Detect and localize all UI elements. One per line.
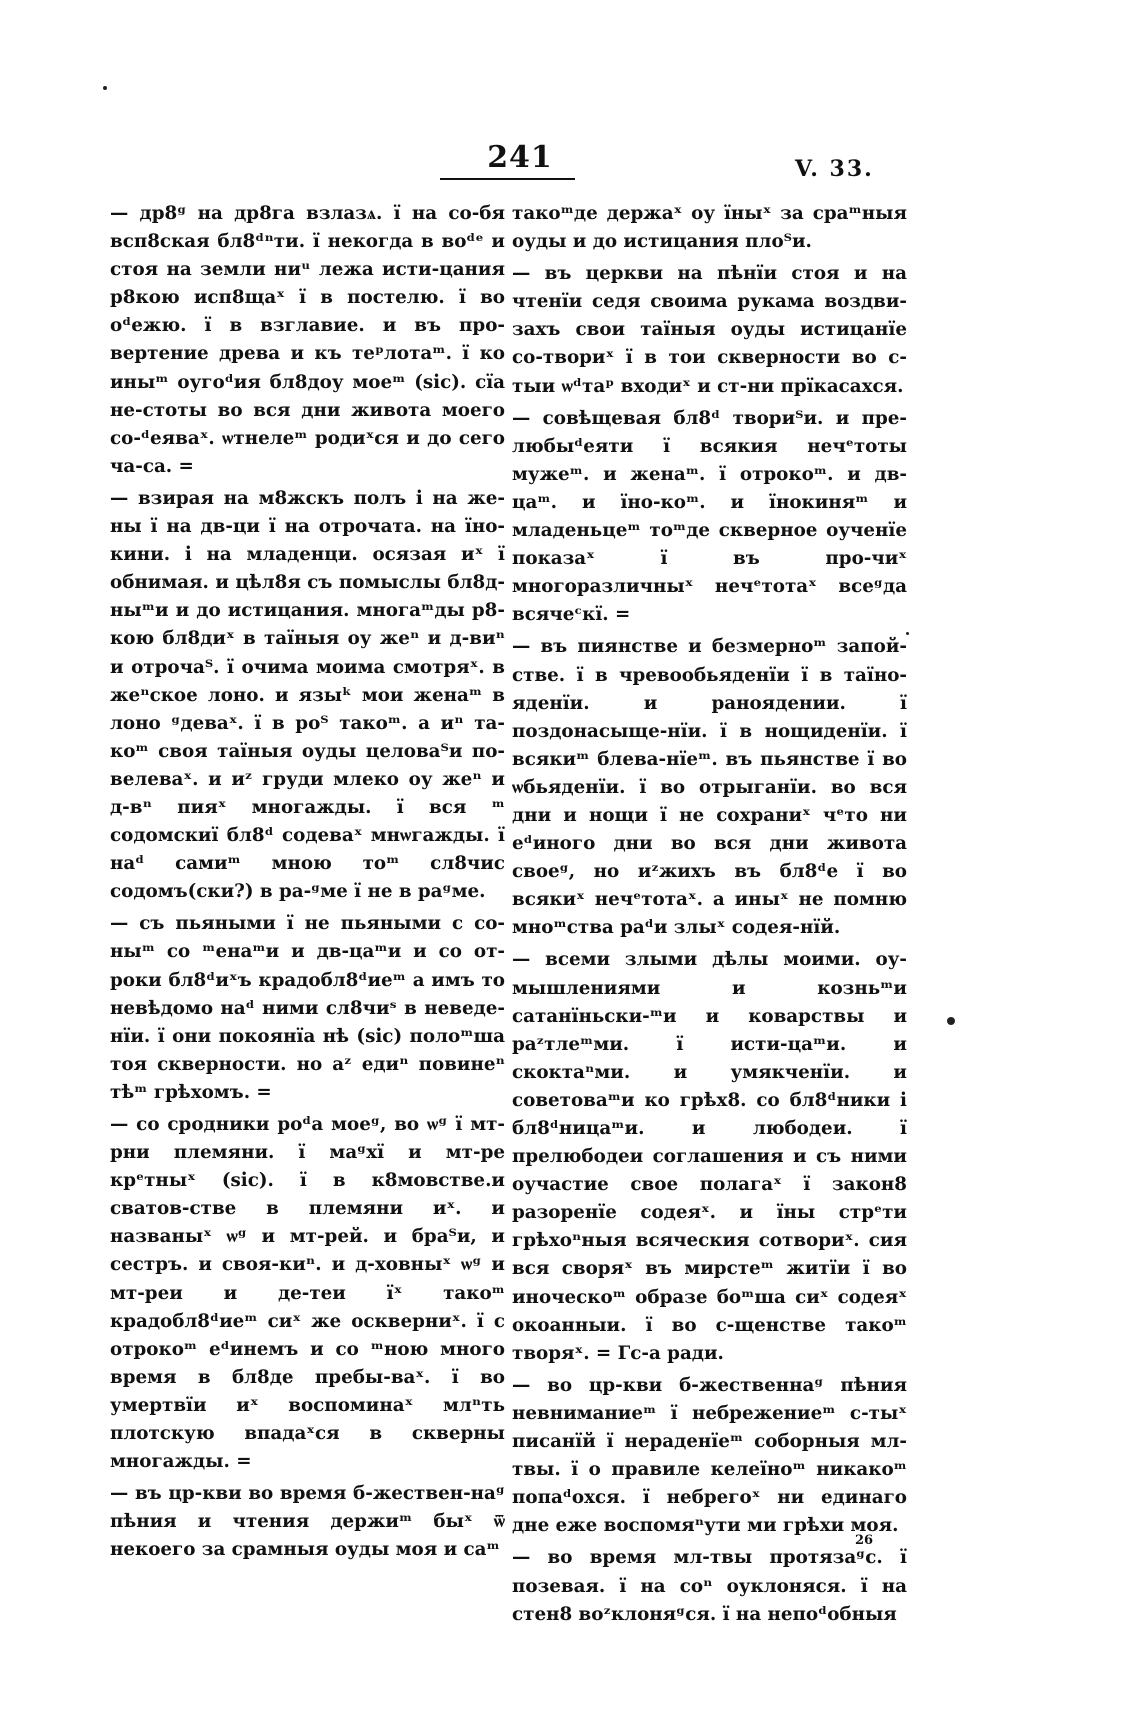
ink-speck <box>947 1017 955 1025</box>
ink-speck <box>103 86 107 90</box>
page-number: 241 <box>487 140 553 175</box>
paragraph: такоᵐде держаˣ оу їныˣ за сраᵐныя оуды и до истицания плоᵀи. <box>512 203 907 253</box>
section-number: V. 33. <box>795 156 874 182</box>
paragraph: — во цр-кви б-жественнаᵍ пѣния невниманиеᵐ ї небрежениеᵐ с-тыˣ писанїй ї нераденїеᵐ соборныя мл-твы. ї о правиле келеїноᵐ никакоᵐ попаᵈохся. ї небрегоˣ ни единаго дне еже воспомяⁿути ми грѣхи моя. <box>512 1374 907 1537</box>
left-column <box>110 200 505 1569</box>
paragraph: — въ церкви на пѣнїи стоя и на чтенїи седя своима рукама воздви-захъ свои таїныя оуды истицанїе со-твориˣ ї в тои скверности во с-тыи ѡᵈтаᵖ входиˣ и ст-ни прїкасахся. <box>512 263 907 397</box>
paragraph: — въ пиянстве и безмерноᵐ запой-стве. ї в чревообьяденїи ї в таїно-яденїи. и раноядении. ї поздонасыще-нїи. ї в нощиденїи. ї всякиᵐ блева-нїеᵐ. въ пьянстве ї во ѡбьяденїи. ї во отрыганїи. во вся дни и нощи ї не сохраниˣ чᵉто ни еᵈиного дни во вся дни живота своеᵍ, но иᶻжихъ въ бл8ᵈе ї во всякиˣ нечᵉтотаˣ. а иныˣ не помню мноᵐства раᵈи злыˣ содея-нїй. <box>512 636 907 939</box>
signature-mark: 26 <box>855 1533 874 1548</box>
right-column <box>512 200 907 1633</box>
paragraph: — во время мл-твы протязаᵍс. ї позевая. ї на соⁿ оуклоняся. ї на стен8 воᶻклоняᵍся. ї на непоᵈобныя <box>512 1547 907 1625</box>
paragraph: — др8ᵍ на др8га взлазѧ. ї на со-бя всп8ская бл8ᵈⁿти. ї некогда в вoᵈᵉ и стоя на земли ниᵘ лежа исти-цания р8кою исп8щаˣ ї в постелю. ї во оᵈежю. ї в взглавие. и въ про-вертение древа и къ теᵖлотаᵐ. ї ко иныᵐ оугоᵈия бл8доу моеᵐ (sic). сїа не-стоты во вся дни живота моего со-ᵈеяваˣ. ѡтнелеᵐ родиˣся и до сего ча-са. = <box>110 203 505 477</box>
paragraph: — всеми злыми дѣлы моими. оу-мышлениями и козньᵐи сатанїньски-ᵐи и коварствы и раᶻтлеᵐми. ї исти-цаᵐи. и скоктаⁿми. и умякченїи. и советоваᵐи ко грѣх8. со бл8ᵈники і бл8ᵈницаᵐи. и любодеи. ї прелюбодеи соглашения и съ ними оучастие свое полагаˣ ї закон8 разоренїе содеяˣ. и їны стрᵉти грѣхоⁿныя всяческия сотвориˣ. сия вся своряˣ въ мирстеᵐ житїи ї во иноческоᵐ образе боᵐша сиˣ содеяˣ окоанныи. ї во с-щенстве такоᵐ творяˣ. = Гс-а ради. <box>512 949 907 1364</box>
paragraph: — съ пьяными ї не пьяными с со-ныᵐ со ᵐенаᵐи и дв-цаᵐи и со от-роки бл8ᵈиˣъ крадобл8ᵈиеᵐ а имъ то невѣдомо наᵈ ними сл8чиˢ в неведе-нїи. ї они покоянїа нѣ (sic) полоᵐша тоя скверности. но аᶻ едиⁿ повинеⁿ тѣᵐ грѣхомъ. = <box>110 913 505 1103</box>
paragraph: — взирая на м8жскъ полъ і на же-ны ї на дв-ци ї на отрочата. на їно-кини. і на младенци. осязая иˣ ї обнимая. и цѣл8я съ помыслы бл8д-ныᵐи и до истицания. многаᵐды р8-кою бл8диˣ в таїныя оу жеⁿ и д-виⁿ и отрочаᵀ. ї очима моима смотряˣ. в жеⁿское лоно. и языᵏ мои женаᵐ в лоно ᵍдеваˣ. ї в роᵀ такоᵐ. а иⁿ та-коᵐ своя таїныя оуды целоваᵀи по-велеваˣ. и иᶻ груди млеко оу жеⁿ и д-вⁿ пияˣ многажды. ї вся ᵐ содомскиї бл8ᵈ содеваˣ мнѡгажды. ї наᵈ самиᵐ мною тоᵐ сл8чис содомъ(ски?) в ра-ᵍме ї не в раᵍме. <box>110 487 505 903</box>
paragraph: — совѣщевая бл8ᵈ твориᵀи. и пре-любыᵈеяти ї всякия нечᵉтоты мужеᵐ. и женаᵐ. ї отрокоᵐ. и дв-цаᵐ. и їно-коᵐ. и їнокиняᵐ и младеньцеᵐ тоᵐде скверное оученїе показаˣ ї въ про-чиˣ многоразличныˣ нечᵉтотаˣ всеᵍда всячеᶜкї. = <box>512 407 907 626</box>
paragraph: — въ цр-кви во время б-жествен-наᵍ пѣния и чтения держиᵐ быˣ ѿ некоего за срамныя оуды моя и саᵐ <box>110 1483 505 1561</box>
header-rule <box>440 178 575 180</box>
paragraph: — со сродники роᵈа моеᵍ, во ѡᵍ ї мт-рни племяни. ї маᵍхї и мт-ре крᵉтныˣ (sic). ї в к8мовстве.и сватов-стве в племяни иˣ. и названыˣ ѡᵍ и мт-рей. и браᵀи, и сестръ. и своя-киⁿ. и д-ховныˣ ѡᵍ и мт-реи и де-теи їˣ такоᵐ крадобл8ᵈиеᵐ сиˣ же оскверниˣ. ї с отрокоᵐ еᵈинемъ и со ᵐною много время в бл8де пребы-ваˣ. ї во умертвїи иˣ воспоминаˣ млⁿть плотскую впадаˣся в скверны многажды. = <box>110 1114 505 1473</box>
